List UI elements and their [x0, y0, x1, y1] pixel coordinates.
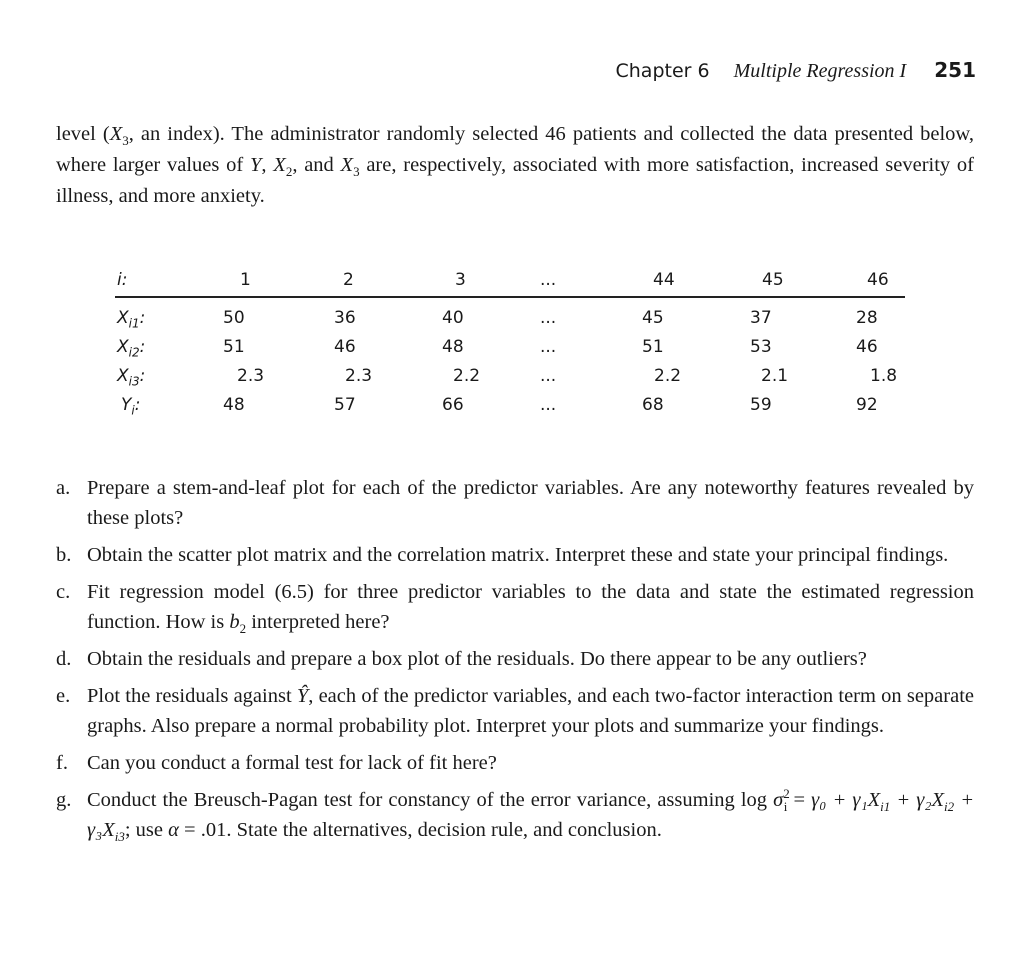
table-cell: 48: [223, 395, 245, 415]
header-label: i:: [117, 270, 128, 290]
subscript: i3: [114, 829, 125, 845]
table-cell: 1.8: [870, 366, 898, 386]
table-cell: 57: [334, 395, 356, 415]
row-label: $X_{i2}$:: [117, 337, 146, 360]
table-cell: 2.1: [761, 366, 789, 386]
text: ,: [261, 154, 274, 176]
subscript: i1: [880, 799, 891, 815]
table-cell: 40: [442, 308, 464, 328]
subscript: 3: [122, 133, 129, 149]
column-header: 44: [653, 270, 675, 290]
table-cell: 45: [642, 308, 664, 328]
subscript: 2: [285, 164, 293, 180]
table-cell: 2.3: [345, 366, 373, 386]
page-number: 251: [934, 58, 976, 82]
part-text: =: [787, 789, 812, 811]
part-text: Prepare a stem-and-leaf plot for each of the predictor variables. Are any noteworthy features revealed by these plots?: [87, 477, 974, 529]
text: , and: [292, 154, 341, 176]
part-g: [56, 785, 974, 845]
table-row: [115, 337, 905, 366]
part-d: [56, 644, 974, 674]
part-letter: g.: [56, 789, 72, 811]
table-row: [115, 308, 905, 337]
part-text: Can you conduct a formal test for lack of fit here?: [87, 752, 497, 774]
part-letter: b.: [56, 544, 72, 566]
subscript: i: [783, 799, 788, 815]
table-cell: 48: [442, 337, 464, 357]
part-b: [56, 540, 974, 570]
chapter-title: Multiple Regression I: [733, 60, 907, 82]
column-header: 46: [867, 270, 889, 290]
subscript: 2: [239, 621, 247, 637]
part-text: interpreted here?: [246, 611, 390, 633]
table-cell: 36: [334, 308, 356, 328]
math: X: [109, 123, 123, 145]
chapter-label: Chapter 6: [615, 60, 710, 82]
math: X: [340, 154, 354, 176]
row-label: $X_{i3}$:: [117, 366, 146, 389]
table-cell: 50: [223, 308, 245, 328]
table-header-row: [115, 270, 905, 298]
superscript: 2: [783, 786, 790, 802]
running-head: [616, 58, 977, 83]
part-e: [56, 681, 974, 741]
part-text: Conduct the Breusch-Pagan test for constancy of the error variance, assuming log: [87, 789, 774, 811]
table-cell: 2.2: [654, 366, 682, 386]
part-text: Obtain the scatter plot matrix and the correlation matrix. Interpret these and state your principal findings.: [87, 544, 949, 566]
text: are, respectively, associated with more satisfaction, increased severity of illness, and more anxiety.: [56, 154, 975, 207]
math: + γ₃X: [87, 789, 975, 841]
text: , an index). The administrator randomly selected 46 patients and collected the data presented below, where larger values of: [56, 123, 974, 176]
column-header: 2: [343, 270, 354, 290]
table-cell: 28: [856, 308, 878, 328]
part-letter: a.: [56, 477, 71, 499]
math: γ₀ + γ₁X: [811, 789, 881, 811]
math: X: [273, 154, 286, 176]
part-text: Fit regression model (6.5) for three predictor variables to the data and state the estimated regression function. How is: [87, 581, 974, 633]
text: level (: [56, 123, 110, 145]
math: Ŷ: [296, 685, 309, 707]
row-label: $X_{i1}$:: [117, 308, 146, 331]
math: α: [168, 819, 179, 841]
column-header: 45: [762, 270, 784, 290]
part-letter: e.: [56, 685, 71, 707]
table-row: [115, 366, 905, 395]
table-cell: 51: [642, 337, 664, 357]
table-row: [115, 395, 905, 424]
table-cell: 2.3: [237, 366, 265, 386]
table-cell: 53: [750, 337, 772, 357]
part-text: = .01. State the alternatives, decision rule, and conclusion.: [178, 819, 662, 841]
part-letter: f.: [56, 752, 68, 774]
subscript: 3: [353, 164, 360, 180]
exercise-parts: [56, 473, 974, 852]
part-letter: d.: [56, 648, 72, 670]
table-cell: ...: [540, 366, 557, 386]
part-letter: c.: [56, 581, 71, 603]
table-cell: 68: [642, 395, 664, 415]
math: b: [229, 611, 240, 633]
table-cell: 59: [750, 395, 772, 415]
column-header: 1: [240, 270, 251, 290]
part-f: [56, 748, 974, 778]
table-cell: 37: [750, 308, 772, 328]
table-cell: 92: [856, 395, 878, 415]
column-header: ...: [540, 270, 557, 290]
column-header: 3: [455, 270, 466, 290]
math: + γ₂X: [890, 789, 944, 811]
table-cell: ...: [540, 395, 557, 415]
table-cell: 2.2: [453, 366, 481, 386]
part-a: [56, 473, 974, 533]
part-text: Plot the residuals against: [87, 685, 297, 707]
row-label: $Y_i$:: [121, 395, 141, 418]
part-text: ; use: [124, 819, 169, 841]
table-cell: ...: [540, 308, 557, 328]
table-cell: 66: [442, 395, 464, 415]
part-text: , each of the predictor variables, and each two-factor interaction term on separate graphs. Also prepare a normal probability plot. Interpret your plots and summarize your findings.: [87, 685, 974, 737]
math: Y: [249, 154, 262, 176]
math: σ: [773, 789, 784, 811]
intro-paragraph: [56, 119, 974, 212]
table-cell: 51: [223, 337, 245, 357]
subscript: i2: [943, 799, 955, 815]
part-c: [56, 577, 974, 637]
table-cell: 46: [856, 337, 878, 357]
data-table: [115, 270, 905, 424]
part-text: Obtain the residuals and prepare a box plot of the residuals. Do there appear to be any outliers?: [87, 648, 867, 670]
table-cell: 46: [334, 337, 356, 357]
table-cell: ...: [540, 337, 557, 357]
